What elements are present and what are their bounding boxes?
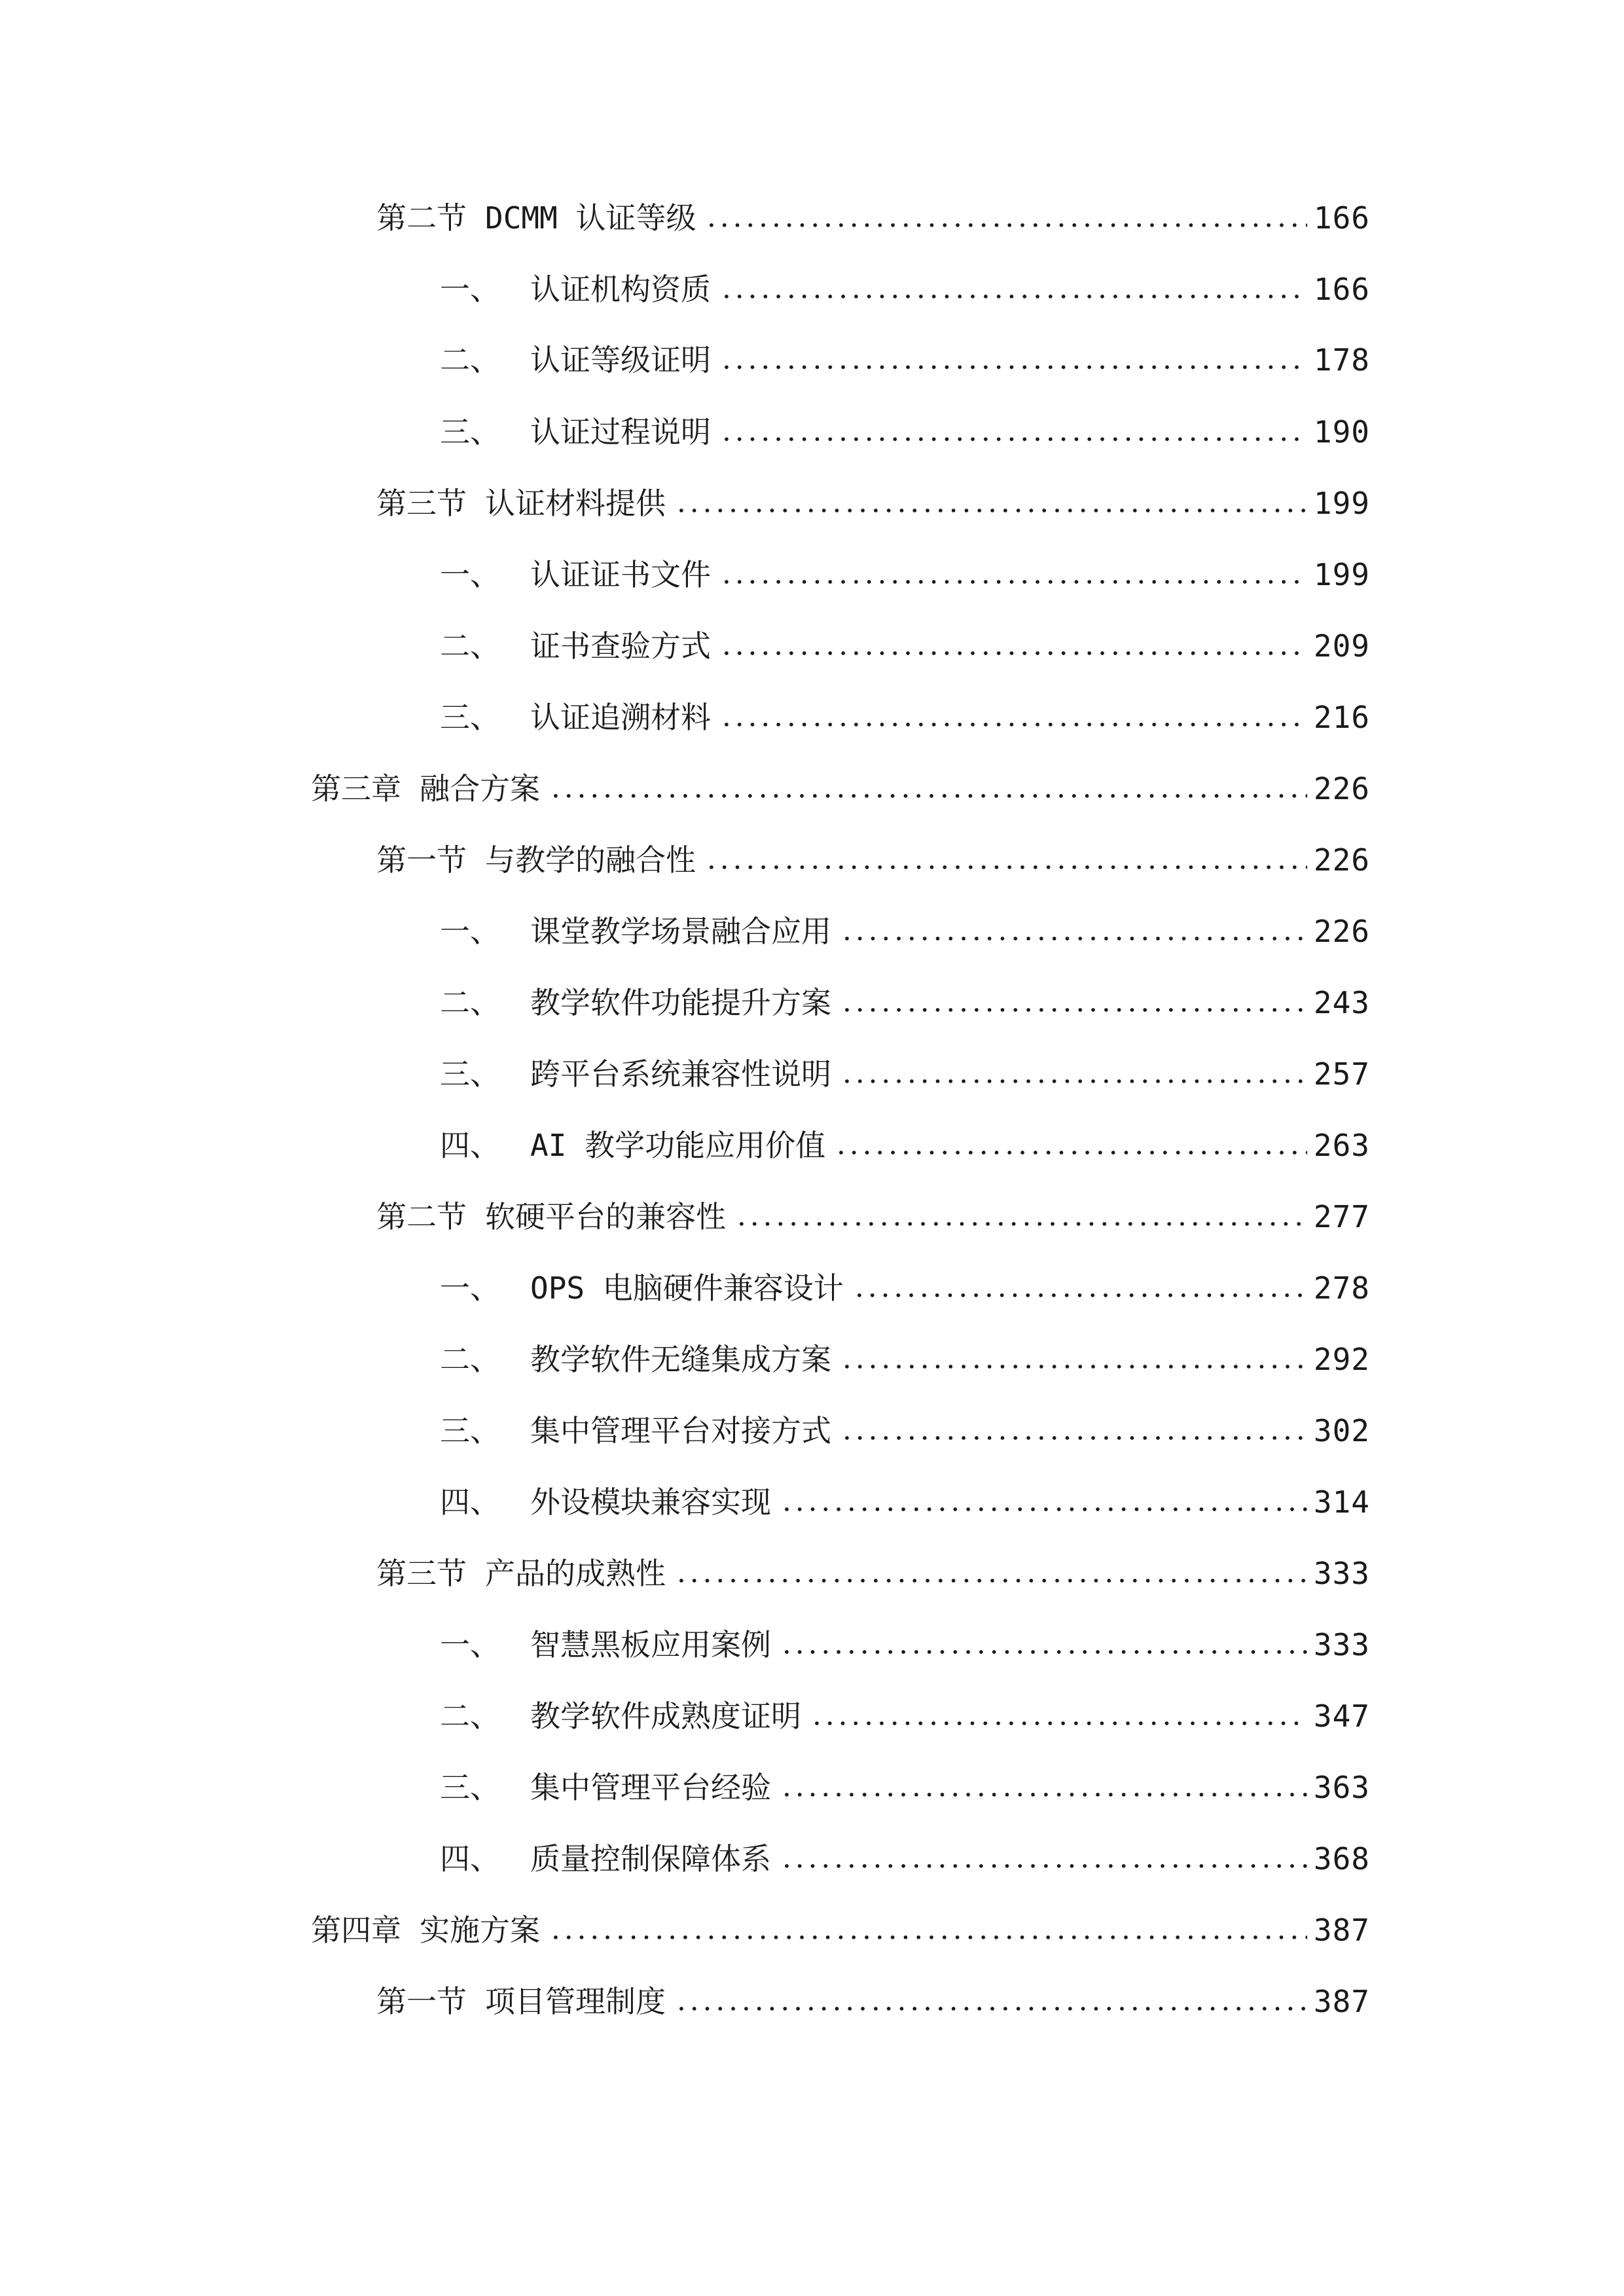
toc-entry-title: 智慧黑板应用案例: [530, 1627, 771, 1662]
toc-entry[interactable]: [440, 1833, 1370, 1885]
toc-entry-label: 二、: [440, 985, 500, 1020]
toc-entry-title: 外设模块兼容实现: [530, 1484, 771, 1520]
dot-leader: [780, 1833, 1307, 1885]
toc-entry-page: 199: [1313, 486, 1370, 521]
toc-entry-page: 314: [1313, 1484, 1370, 1520]
toc-entry-title: 认证证书文件: [530, 557, 711, 592]
toc-entry-page: 257: [1313, 1056, 1370, 1092]
toc-entry-page: 292: [1313, 1342, 1370, 1377]
toc-entry[interactable]: [440, 691, 1370, 744]
toc-entry-title: 集中管理平台经验: [530, 1770, 771, 1805]
toc-entry[interactable]: [440, 406, 1370, 458]
toc-entry-title: 认证过程说明: [530, 414, 711, 450]
toc-entry-page: 333: [1313, 1556, 1370, 1591]
toc-entry-label: 一、: [440, 557, 500, 592]
toc-entry-label: 二、: [440, 628, 500, 664]
toc-entry-page: 178: [1313, 342, 1370, 378]
toc-entry-page: 277: [1313, 1199, 1370, 1234]
dot-leader: [840, 1405, 1307, 1457]
toc-entry-label: 第一节: [376, 842, 467, 878]
toc-entry[interactable]: [440, 905, 1370, 958]
toc-entry-page: 347: [1313, 1698, 1370, 1734]
toc-entry[interactable]: [376, 1191, 1370, 1243]
toc-entry-title: 软硬平台的兼容性: [485, 1199, 726, 1234]
dot-leader: [675, 1975, 1307, 2028]
toc-entry-label: 第三章: [311, 771, 401, 806]
dot-leader: [720, 334, 1307, 386]
toc-entry-title: 认证材料提供: [485, 486, 666, 521]
toc-entry-title: 教学软件功能提升方案: [530, 985, 831, 1020]
toc-entry-label: 第二节: [376, 200, 467, 236]
dot-leader: [853, 1262, 1307, 1314]
toc-entry-label: 三、: [440, 1413, 500, 1448]
dot-leader: [720, 620, 1307, 672]
toc-entry-label: 第三节: [376, 486, 467, 521]
dot-leader: [780, 1761, 1307, 1814]
toc-entry[interactable]: [440, 1119, 1370, 1172]
dot-leader: [835, 1119, 1307, 1172]
toc-entry[interactable]: [440, 334, 1370, 386]
toc-entry[interactable]: [440, 1405, 1370, 1457]
toc-entry-title: 证书查验方式: [530, 628, 711, 664]
toc-entry-label: 第三节: [376, 1556, 467, 1591]
dot-leader: [675, 1547, 1307, 1600]
dot-leader: [735, 1191, 1307, 1243]
toc-entry[interactable]: [311, 762, 1370, 815]
toc-entry-title: 认证追溯材料: [530, 700, 711, 735]
dot-leader: [720, 406, 1307, 458]
dot-leader: [675, 477, 1307, 529]
toc-entry-page: 243: [1313, 985, 1370, 1020]
toc-entry-label: 三、: [440, 1056, 500, 1092]
toc-entry-label: 一、: [440, 1270, 500, 1306]
dot-leader: [705, 834, 1307, 886]
toc-entry[interactable]: [440, 263, 1370, 315]
dot-leader: [720, 691, 1307, 744]
toc-entry[interactable]: [440, 1761, 1370, 1814]
toc-entry-page: 263: [1313, 1128, 1370, 1163]
toc-entry-label: 二、: [440, 1698, 500, 1734]
toc-entry-label: 第四章: [311, 1912, 401, 1948]
toc-entry-title: 质量控制保障体系: [530, 1841, 771, 1876]
toc-entry-page: 166: [1313, 272, 1370, 307]
dot-leader: [840, 1333, 1307, 1386]
toc-entry-label: 一、: [440, 1627, 500, 1662]
dot-leader: [705, 192, 1307, 244]
toc-entry-title: 项目管理制度: [485, 1984, 666, 2019]
toc-entry-title: 集中管理平台对接方式: [530, 1413, 831, 1448]
dot-leader: [720, 263, 1307, 315]
toc-entry[interactable]: [440, 1333, 1370, 1386]
toc-entry-page: 226: [1313, 842, 1370, 878]
dot-leader: [549, 1904, 1307, 1956]
toc-entry-label: 第二节: [376, 1199, 467, 1234]
toc-entry-page: 199: [1313, 557, 1370, 592]
toc-entry[interactable]: [376, 834, 1370, 886]
toc-entry-title: 与教学的融合性: [485, 842, 696, 878]
toc-entry-label: 一、: [440, 914, 500, 949]
dot-leader: [780, 1476, 1307, 1528]
toc-entry-title: 实施方案: [420, 1912, 540, 1948]
toc-entry[interactable]: [440, 1048, 1370, 1100]
toc-entry-page: 302: [1313, 1413, 1370, 1448]
toc-entry-page: 387: [1313, 1912, 1370, 1948]
toc-entry-page: 333: [1313, 1627, 1370, 1662]
toc-entry[interactable]: [440, 1476, 1370, 1528]
toc-entry-title: 跨平台系统兼容性说明: [530, 1056, 831, 1092]
toc-entry-label: 三、: [440, 700, 500, 735]
toc-entry-label: 四、: [440, 1484, 500, 1520]
dot-leader: [549, 762, 1307, 815]
toc-entry-title: 融合方案: [420, 771, 540, 806]
toc-entry-page: 368: [1313, 1841, 1370, 1876]
toc-entry-page: 209: [1313, 628, 1370, 664]
dot-leader: [720, 548, 1307, 601]
toc-entry-label: 三、: [440, 414, 500, 450]
toc-entry-title: AI 教学功能应用价值: [530, 1128, 826, 1163]
dot-leader: [840, 1048, 1307, 1100]
toc-entry-page: 387: [1313, 1984, 1370, 2019]
toc-entry-label: 四、: [440, 1841, 500, 1876]
toc-entry-title: 教学软件成熟度证明: [530, 1698, 801, 1734]
toc-entry-label: 三、: [440, 1770, 500, 1805]
toc-entry[interactable]: [440, 548, 1370, 601]
toc-entry-page: 226: [1313, 771, 1370, 806]
toc-entry[interactable]: [440, 620, 1370, 672]
dot-leader: [780, 1619, 1307, 1671]
toc-entry[interactable]: [376, 477, 1370, 529]
toc-entry-title: DCMM 认证等级: [485, 200, 696, 236]
toc-entry-title: 教学软件无缝集成方案: [530, 1342, 831, 1377]
toc-entry-title: 认证等级证明: [530, 342, 711, 378]
toc-entry[interactable]: [376, 192, 1370, 244]
toc-entry-label: 第一节: [376, 1984, 467, 2019]
toc-entry[interactable]: [440, 977, 1370, 1029]
toc-entry-title: OPS 电脑硬件兼容设计: [530, 1270, 844, 1306]
toc-entry-page: 190: [1313, 414, 1370, 450]
toc-entry-title: 认证机构资质: [530, 272, 711, 307]
toc-entry[interactable]: [311, 1904, 1370, 1956]
toc-entry-label: 四、: [440, 1128, 500, 1163]
dot-leader: [840, 977, 1307, 1029]
toc-entry[interactable]: [440, 1619, 1370, 1671]
dot-leader: [810, 1690, 1307, 1742]
toc-entry-page: 363: [1313, 1770, 1370, 1805]
toc-entry-title: 课堂教学场景融合应用: [530, 914, 831, 949]
toc-entry[interactable]: [440, 1262, 1370, 1314]
toc-entry-page: 278: [1313, 1270, 1370, 1306]
toc-entry-label: 一、: [440, 272, 500, 307]
toc-entry-page: 226: [1313, 914, 1370, 949]
toc-entry[interactable]: [376, 1547, 1370, 1600]
toc-entry[interactable]: [376, 1975, 1370, 2028]
toc-entry[interactable]: [440, 1690, 1370, 1742]
toc-entry-page: 216: [1313, 700, 1370, 735]
toc-entry-title: 产品的成熟性: [485, 1556, 666, 1591]
toc-entry-page: 166: [1313, 200, 1370, 236]
toc-entry-label: 二、: [440, 1342, 500, 1377]
toc-entry-label: 二、: [440, 342, 500, 378]
dot-leader: [840, 905, 1307, 958]
